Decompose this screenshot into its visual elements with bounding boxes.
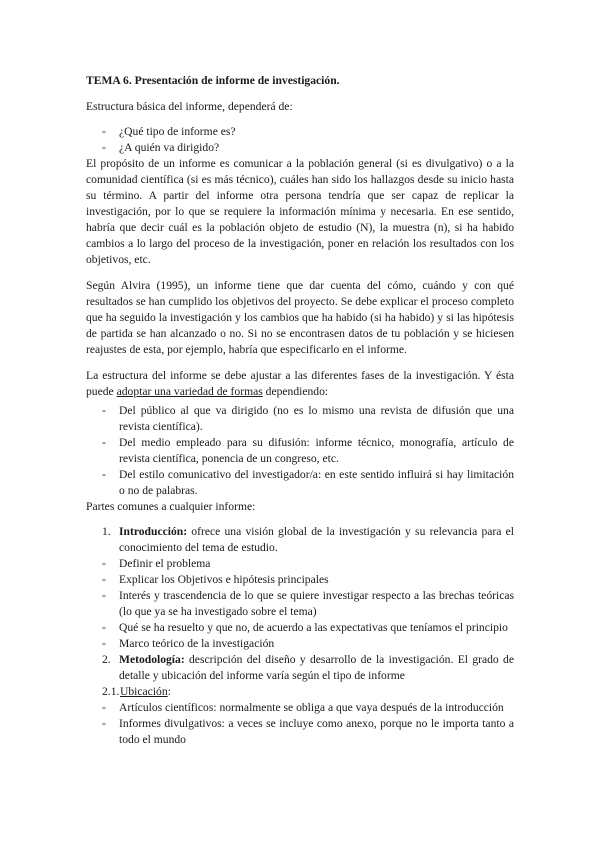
intro-list xyxy=(86,124,514,156)
introduccion-list xyxy=(86,556,514,652)
list-item: - Explicar los Objetivos e hipótesis principales xyxy=(86,572,514,588)
list-item: - Qué se ha resuelto y que no, de acuerdo a las expectativas que teníamos el principio xyxy=(86,620,514,636)
paragraph-structure-after: dependiendo: xyxy=(262,385,329,398)
part-description: descripción del diseño y desarrollo de la investigación. El grado de detalle y ubicación del informe varía según el tipo de informe xyxy=(119,653,514,682)
subsection-colon: : xyxy=(167,685,171,698)
part-introduccion xyxy=(86,524,514,556)
list-item: - Del medio empleado para su difusión: informe técnico, monografía, artículo de revista científica, ponencia de un congreso, etc. xyxy=(86,435,514,467)
paragraph-structure xyxy=(86,368,514,400)
part-description: ofrece una visión global de la investigación y su relevancia para el conocimiento del tema de estudio. xyxy=(119,525,514,554)
subsection-label: Ubicación xyxy=(120,685,168,698)
depends-list xyxy=(86,403,514,499)
paragraph-structure-before: La estructura del informe se debe ajustar a las diferentes fases de la investigación. Y ésta puede xyxy=(86,369,514,398)
part-label: Metodología: xyxy=(119,653,185,666)
list-item: - Marco teórico de la investigación xyxy=(86,636,514,652)
list-item: - Definir el problema xyxy=(86,556,514,572)
list-item: - Del estilo comunicativo del investigador/a: en este sentido influirá si hay limitación o no de palabras. xyxy=(86,467,514,499)
part-number: 2. xyxy=(102,653,111,666)
list-item: - ¿A quién va dirigido? xyxy=(86,140,514,156)
subsection-number: 2.1. xyxy=(102,685,120,698)
document-title: TEMA 6. Presentación de informe de investigación. xyxy=(86,74,340,87)
paragraph-alvira: Según Alvira (1995), un informe tiene que dar cuenta del cómo, cuándo y con qué resultados se han cumplido los objetivos del proyecto. Se debe explicar el proceso completo que ha seguido la investigación y los cambios que ha habido (si ha habido) y si las hipótesis de partida se han alcanzado o no. Si no se encontrasen datos de tu población y se hiciesen reajustes de esta, por ejemplo, habría que especificarlo en el informe. xyxy=(86,279,514,356)
subsection-ubicacion xyxy=(86,684,514,700)
part-number: 1. xyxy=(102,525,111,538)
list-item: - Del público al que va dirigido (no es lo mismo una revista de difusión que una revista científica). xyxy=(86,403,514,435)
list-item: - Interés y trascendencia de lo que se quiere investigar respecto a las brechas teóricas (lo que ya se ha investigado sobre el tema) xyxy=(86,588,514,620)
intro-text: Estructura básica del informe, dependerá de: xyxy=(86,100,293,113)
underlined-phrase: adoptar una variedad de formas xyxy=(116,385,263,398)
ubicacion-list xyxy=(86,700,514,748)
part-metodologia xyxy=(86,652,514,684)
paragraph-purpose: El propósito de un informe es comunicar a la población general (si es divulgativo) o a la comunidad científica (si es más técnico), cuáles han sido los hallazgos desde su inicio hasta su término. A partir del informe otra persona tendría que ser capaz de replicar la investigación, por lo que se requiere la información mínima y necesaria. En ese sentido, habría que decir cuál es la población objeto de estudio (N), la muestra (n), si ha habido cambios a lo largo del proceso de la investigación, poner en relación los resultados con los objetivos, etc. xyxy=(86,157,514,266)
list-item: - ¿Qué tipo de informe es? xyxy=(86,124,514,140)
list-item: - Informes divulgativos: a veces se incluye como anexo, porque no le importa tanto a todo el mundo xyxy=(86,716,514,748)
parts-intro: Partes comunes a cualquier informe: xyxy=(86,500,256,513)
list-item: - Artículos científicos: normalmente se obliga a que vaya después de la introducción xyxy=(86,700,514,716)
part-label: Introducción: xyxy=(119,525,188,538)
